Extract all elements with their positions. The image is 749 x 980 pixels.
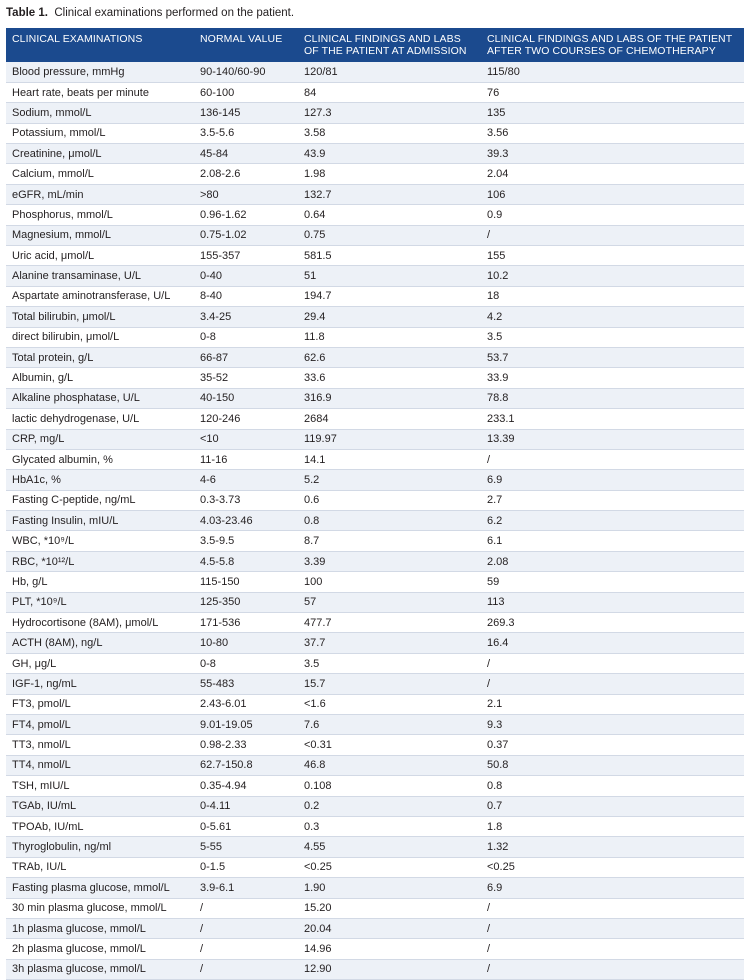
- after-chemo-value-cell: <0.25: [481, 857, 744, 877]
- examination-cell: TT4, nmol/L: [6, 755, 194, 775]
- admission-value-cell: 20.04: [298, 918, 481, 938]
- admission-value-cell: 0.6: [298, 490, 481, 510]
- examination-cell: Albumin, g/L: [6, 368, 194, 388]
- after-chemo-value-cell: 106: [481, 184, 744, 204]
- after-chemo-value-cell: 6.2: [481, 511, 744, 531]
- table-row: [6, 878, 744, 898]
- normal-value-cell: 3.5-5.6: [194, 123, 298, 143]
- table-row: [6, 674, 744, 694]
- normal-value-cell: 0.35-4.94: [194, 776, 298, 796]
- after-chemo-value-cell: 78.8: [481, 388, 744, 408]
- normal-value-cell: 4-6: [194, 470, 298, 490]
- after-chemo-value-cell: 2.04: [481, 164, 744, 184]
- table-row: [6, 837, 744, 857]
- after-chemo-value-cell: /: [481, 449, 744, 469]
- admission-value-cell: 7.6: [298, 715, 481, 735]
- admission-value-cell: 33.6: [298, 368, 481, 388]
- table-row: [6, 164, 744, 184]
- after-chemo-value-cell: /: [481, 898, 744, 918]
- admission-value-cell: 3.39: [298, 551, 481, 571]
- table-row: [6, 715, 744, 735]
- after-chemo-value-cell: 113: [481, 592, 744, 612]
- normal-value-cell: 0.98-2.33: [194, 735, 298, 755]
- examination-cell: Calcium, mmol/L: [6, 164, 194, 184]
- table-row: [6, 816, 744, 836]
- table-row: [6, 490, 744, 510]
- normal-value-cell: 0-4.11: [194, 796, 298, 816]
- admission-value-cell: 57: [298, 592, 481, 612]
- after-chemo-value-cell: 0.8: [481, 776, 744, 796]
- table-row: [6, 409, 744, 429]
- examination-cell: Fasting plasma glucose, mmol/L: [6, 878, 194, 898]
- examination-cell: direct bilirubin, μmol/L: [6, 327, 194, 347]
- table-row: [6, 347, 744, 367]
- normal-value-cell: /: [194, 939, 298, 959]
- after-chemo-value-cell: 1.32: [481, 837, 744, 857]
- table-row: [6, 225, 744, 245]
- admission-value-cell: 1.98: [298, 164, 481, 184]
- caption-label: Table 1.: [6, 7, 48, 19]
- admission-value-cell: 3.5: [298, 653, 481, 673]
- after-chemo-value-cell: 2.08: [481, 551, 744, 571]
- table-row: [6, 368, 744, 388]
- table-body: [6, 62, 744, 980]
- header-normal-value: NORMAL VALUE: [200, 33, 283, 45]
- admission-value-cell: 477.7: [298, 613, 481, 633]
- table-row: [6, 144, 744, 164]
- examination-cell: Phosphorus, mmol/L: [6, 205, 194, 225]
- examination-cell: 1h plasma glucose, mmol/L: [6, 918, 194, 938]
- normal-value-cell: <10: [194, 429, 298, 449]
- admission-value-cell: 51: [298, 266, 481, 286]
- admission-value-cell: 46.8: [298, 755, 481, 775]
- normal-value-cell: 0-8: [194, 653, 298, 673]
- normal-value-cell: 35-52: [194, 368, 298, 388]
- normal-value-cell: 62.7-150.8: [194, 755, 298, 775]
- examination-cell: Total protein, g/L: [6, 347, 194, 367]
- after-chemo-value-cell: 3.56: [481, 123, 744, 143]
- after-chemo-value-cell: 6.9: [481, 878, 744, 898]
- examination-cell: Potassium, mmol/L: [6, 123, 194, 143]
- normal-value-cell: 11-16: [194, 449, 298, 469]
- normal-value-cell: 3.4-25: [194, 307, 298, 327]
- admission-value-cell: 1.90: [298, 878, 481, 898]
- examination-cell: PLT, *10⁹/L: [6, 592, 194, 612]
- table-row: [6, 735, 744, 755]
- table-row: [6, 551, 744, 571]
- table-row: [6, 429, 744, 449]
- admission-value-cell: 62.6: [298, 347, 481, 367]
- normal-value-cell: 0-8: [194, 327, 298, 347]
- admission-value-cell: 15.20: [298, 898, 481, 918]
- table-row: [6, 286, 744, 306]
- admission-value-cell: 3.58: [298, 123, 481, 143]
- examination-cell: Blood pressure, mmHg: [6, 62, 194, 82]
- after-chemo-value-cell: /: [481, 653, 744, 673]
- normal-value-cell: 90-140/60-90: [194, 62, 298, 82]
- after-chemo-value-cell: 2.7: [481, 490, 744, 510]
- after-chemo-value-cell: 155: [481, 246, 744, 266]
- normal-value-cell: 10-80: [194, 633, 298, 653]
- normal-value-cell: 2.08-2.6: [194, 164, 298, 184]
- admission-value-cell: 0.64: [298, 205, 481, 225]
- normal-value-cell: 155-357: [194, 246, 298, 266]
- admission-value-cell: 132.7: [298, 184, 481, 204]
- after-chemo-value-cell: 115/80: [481, 62, 744, 82]
- examination-cell: lactic dehydrogenase, U/L: [6, 409, 194, 429]
- admission-value-cell: 29.4: [298, 307, 481, 327]
- normal-value-cell: 55-483: [194, 674, 298, 694]
- after-chemo-value-cell: 2.1: [481, 694, 744, 714]
- table-row: [6, 898, 744, 918]
- admission-value-cell: <1.6: [298, 694, 481, 714]
- normal-value-cell: 3.5-9.5: [194, 531, 298, 551]
- header-clinical-examinations: CLINICAL EXAMINATIONS: [12, 33, 143, 45]
- normal-value-cell: 60-100: [194, 82, 298, 102]
- after-chemo-value-cell: 76: [481, 82, 744, 102]
- table-row: [6, 939, 744, 959]
- examination-cell: FT3, pmol/L: [6, 694, 194, 714]
- normal-value-cell: 136-145: [194, 103, 298, 123]
- table-header-row: [6, 28, 744, 62]
- header-at-admission: CLINICAL FINDINGS AND LABS OF THE PATIENT AT ADMISSION: [304, 33, 467, 57]
- admission-value-cell: 0.8: [298, 511, 481, 531]
- after-chemo-value-cell: 3.5: [481, 327, 744, 347]
- normal-value-cell: 8-40: [194, 286, 298, 306]
- examination-cell: Alkaline phosphatase, U/L: [6, 388, 194, 408]
- after-chemo-value-cell: 6.9: [481, 470, 744, 490]
- header-after-chemotherapy: CLINICAL FINDINGS AND LABS OF THE PATIENT AFTER TWO COURSES OF CHEMOTHERAPY: [487, 33, 733, 57]
- after-chemo-value-cell: 33.9: [481, 368, 744, 388]
- table-row: [6, 613, 744, 633]
- admission-value-cell: 2684: [298, 409, 481, 429]
- after-chemo-value-cell: 233.1: [481, 409, 744, 429]
- admission-value-cell: 0.3: [298, 816, 481, 836]
- after-chemo-value-cell: 0.9: [481, 205, 744, 225]
- after-chemo-value-cell: 4.2: [481, 307, 744, 327]
- table-row: [6, 592, 744, 612]
- admission-value-cell: 12.90: [298, 959, 481, 979]
- normal-value-cell: 120-246: [194, 409, 298, 429]
- normal-value-cell: 5-55: [194, 837, 298, 857]
- table-row: [6, 857, 744, 877]
- table-row: [6, 123, 744, 143]
- after-chemo-value-cell: 269.3: [481, 613, 744, 633]
- after-chemo-value-cell: /: [481, 225, 744, 245]
- examination-cell: TGAb, IU/mL: [6, 796, 194, 816]
- clinical-examinations-table: [6, 28, 744, 980]
- after-chemo-value-cell: 53.7: [481, 347, 744, 367]
- examination-cell: 3h plasma glucose, mmol/L: [6, 959, 194, 979]
- examination-cell: IGF-1, ng/mL: [6, 674, 194, 694]
- examination-cell: Uric acid, μmol/L: [6, 246, 194, 266]
- admission-value-cell: 316.9: [298, 388, 481, 408]
- admission-value-cell: 4.55: [298, 837, 481, 857]
- normal-value-cell: 0-1.5: [194, 857, 298, 877]
- normal-value-cell: 0-5.61: [194, 816, 298, 836]
- admission-value-cell: 0.75: [298, 225, 481, 245]
- table-row: [6, 103, 744, 123]
- after-chemo-value-cell: 13.39: [481, 429, 744, 449]
- normal-value-cell: 171-536: [194, 613, 298, 633]
- table-row: [6, 776, 744, 796]
- examination-cell: TRAb, IU/L: [6, 857, 194, 877]
- table-row: [6, 205, 744, 225]
- admission-value-cell: 0.2: [298, 796, 481, 816]
- table-caption: [6, 6, 294, 20]
- admission-value-cell: 14.1: [298, 449, 481, 469]
- examination-cell: Fasting C-peptide, ng/mL: [6, 490, 194, 510]
- admission-value-cell: 14.96: [298, 939, 481, 959]
- table-row: [6, 633, 744, 653]
- table-row: [6, 246, 744, 266]
- examination-cell: Sodium, mmol/L: [6, 103, 194, 123]
- table-row: [6, 653, 744, 673]
- normal-value-cell: 45-84: [194, 144, 298, 164]
- examination-cell: Glycated albumin, %: [6, 449, 194, 469]
- examination-cell: TT3, nmol/L: [6, 735, 194, 755]
- admission-value-cell: 0.108: [298, 776, 481, 796]
- examination-cell: TPOAb, IU/mL: [6, 816, 194, 836]
- table-row: [6, 82, 744, 102]
- examination-cell: GH, μg/L: [6, 653, 194, 673]
- normal-value-cell: /: [194, 959, 298, 979]
- normal-value-cell: 9.01-19.05: [194, 715, 298, 735]
- normal-value-cell: 0-40: [194, 266, 298, 286]
- normal-value-cell: 0.75-1.02: [194, 225, 298, 245]
- table-row: [6, 796, 744, 816]
- examination-cell: Magnesium, mmol/L: [6, 225, 194, 245]
- after-chemo-value-cell: 16.4: [481, 633, 744, 653]
- after-chemo-value-cell: 6.1: [481, 531, 744, 551]
- after-chemo-value-cell: /: [481, 674, 744, 694]
- examination-cell: ACTH (8AM), ng/L: [6, 633, 194, 653]
- examination-cell: Total bilirubin, μmol/L: [6, 307, 194, 327]
- examination-cell: WBC, *10⁹/L: [6, 531, 194, 551]
- after-chemo-value-cell: 10.2: [481, 266, 744, 286]
- admission-value-cell: 119.97: [298, 429, 481, 449]
- normal-value-cell: 40-150: [194, 388, 298, 408]
- table-row: [6, 327, 744, 347]
- normal-value-cell: 0.96-1.62: [194, 205, 298, 225]
- admission-value-cell: 5.2: [298, 470, 481, 490]
- normal-value-cell: 3.9-6.1: [194, 878, 298, 898]
- after-chemo-value-cell: /: [481, 918, 744, 938]
- examination-cell: Heart rate, beats per minute: [6, 82, 194, 102]
- examination-cell: 30 min plasma glucose, mmol/L: [6, 898, 194, 918]
- normal-value-cell: 4.5-5.8: [194, 551, 298, 571]
- admission-value-cell: 194.7: [298, 286, 481, 306]
- admission-value-cell: 84: [298, 82, 481, 102]
- table-row: [6, 388, 744, 408]
- after-chemo-value-cell: 39.3: [481, 144, 744, 164]
- table-row: [6, 184, 744, 204]
- examination-cell: Hydrocortisone (8AM), μmol/L: [6, 613, 194, 633]
- table-row: [6, 470, 744, 490]
- caption-text: Clinical examinations performed on the patient.: [54, 7, 295, 19]
- examination-cell: TSH, mIU/L: [6, 776, 194, 796]
- table-row: [6, 307, 744, 327]
- admission-value-cell: <0.25: [298, 857, 481, 877]
- examination-cell: Alanine transaminase, U/L: [6, 266, 194, 286]
- table-row: [6, 531, 744, 551]
- admission-value-cell: 8.7: [298, 531, 481, 551]
- normal-value-cell: 115-150: [194, 572, 298, 592]
- normal-value-cell: 4.03-23.46: [194, 511, 298, 531]
- table-row: [6, 755, 744, 775]
- after-chemo-value-cell: /: [481, 959, 744, 979]
- admission-value-cell: 37.7: [298, 633, 481, 653]
- table-row: [6, 694, 744, 714]
- admission-value-cell: 100: [298, 572, 481, 592]
- normal-value-cell: >80: [194, 184, 298, 204]
- normal-value-cell: 66-87: [194, 347, 298, 367]
- after-chemo-value-cell: 0.37: [481, 735, 744, 755]
- examination-cell: 2h plasma glucose, mmol/L: [6, 939, 194, 959]
- admission-value-cell: 11.8: [298, 327, 481, 347]
- examination-cell: Creatinine, μmol/L: [6, 144, 194, 164]
- normal-value-cell: 0.3-3.73: [194, 490, 298, 510]
- normal-value-cell: 125-350: [194, 592, 298, 612]
- examination-cell: Fasting Insulin, mIU/L: [6, 511, 194, 531]
- examination-cell: FT4, pmol/L: [6, 715, 194, 735]
- after-chemo-value-cell: 18: [481, 286, 744, 306]
- admission-value-cell: 581.5: [298, 246, 481, 266]
- table-row: [6, 918, 744, 938]
- admission-value-cell: 127.3: [298, 103, 481, 123]
- examination-cell: eGFR, mL/min: [6, 184, 194, 204]
- examination-cell: Thyroglobulin, ng/ml: [6, 837, 194, 857]
- after-chemo-value-cell: 50.8: [481, 755, 744, 775]
- table-row: [6, 572, 744, 592]
- normal-value-cell: /: [194, 898, 298, 918]
- table-row: [6, 62, 744, 82]
- after-chemo-value-cell: 59: [481, 572, 744, 592]
- examination-cell: HbA1c, %: [6, 470, 194, 490]
- admission-value-cell: 15.7: [298, 674, 481, 694]
- after-chemo-value-cell: 1.8: [481, 816, 744, 836]
- after-chemo-value-cell: 0.7: [481, 796, 744, 816]
- after-chemo-value-cell: 135: [481, 103, 744, 123]
- after-chemo-value-cell: /: [481, 939, 744, 959]
- table-row: [6, 449, 744, 469]
- admission-value-cell: 43.9: [298, 144, 481, 164]
- normal-value-cell: 2.43-6.01: [194, 694, 298, 714]
- table-row: [6, 511, 744, 531]
- examination-cell: CRP, mg/L: [6, 429, 194, 449]
- table-row: [6, 266, 744, 286]
- admission-value-cell: 120/81: [298, 62, 481, 82]
- examination-cell: Aspartate aminotransferase, U/L: [6, 286, 194, 306]
- examination-cell: RBC, *10¹²/L: [6, 551, 194, 571]
- admission-value-cell: <0.31: [298, 735, 481, 755]
- after-chemo-value-cell: 9.3: [481, 715, 744, 735]
- examination-cell: Hb, g/L: [6, 572, 194, 592]
- normal-value-cell: /: [194, 918, 298, 938]
